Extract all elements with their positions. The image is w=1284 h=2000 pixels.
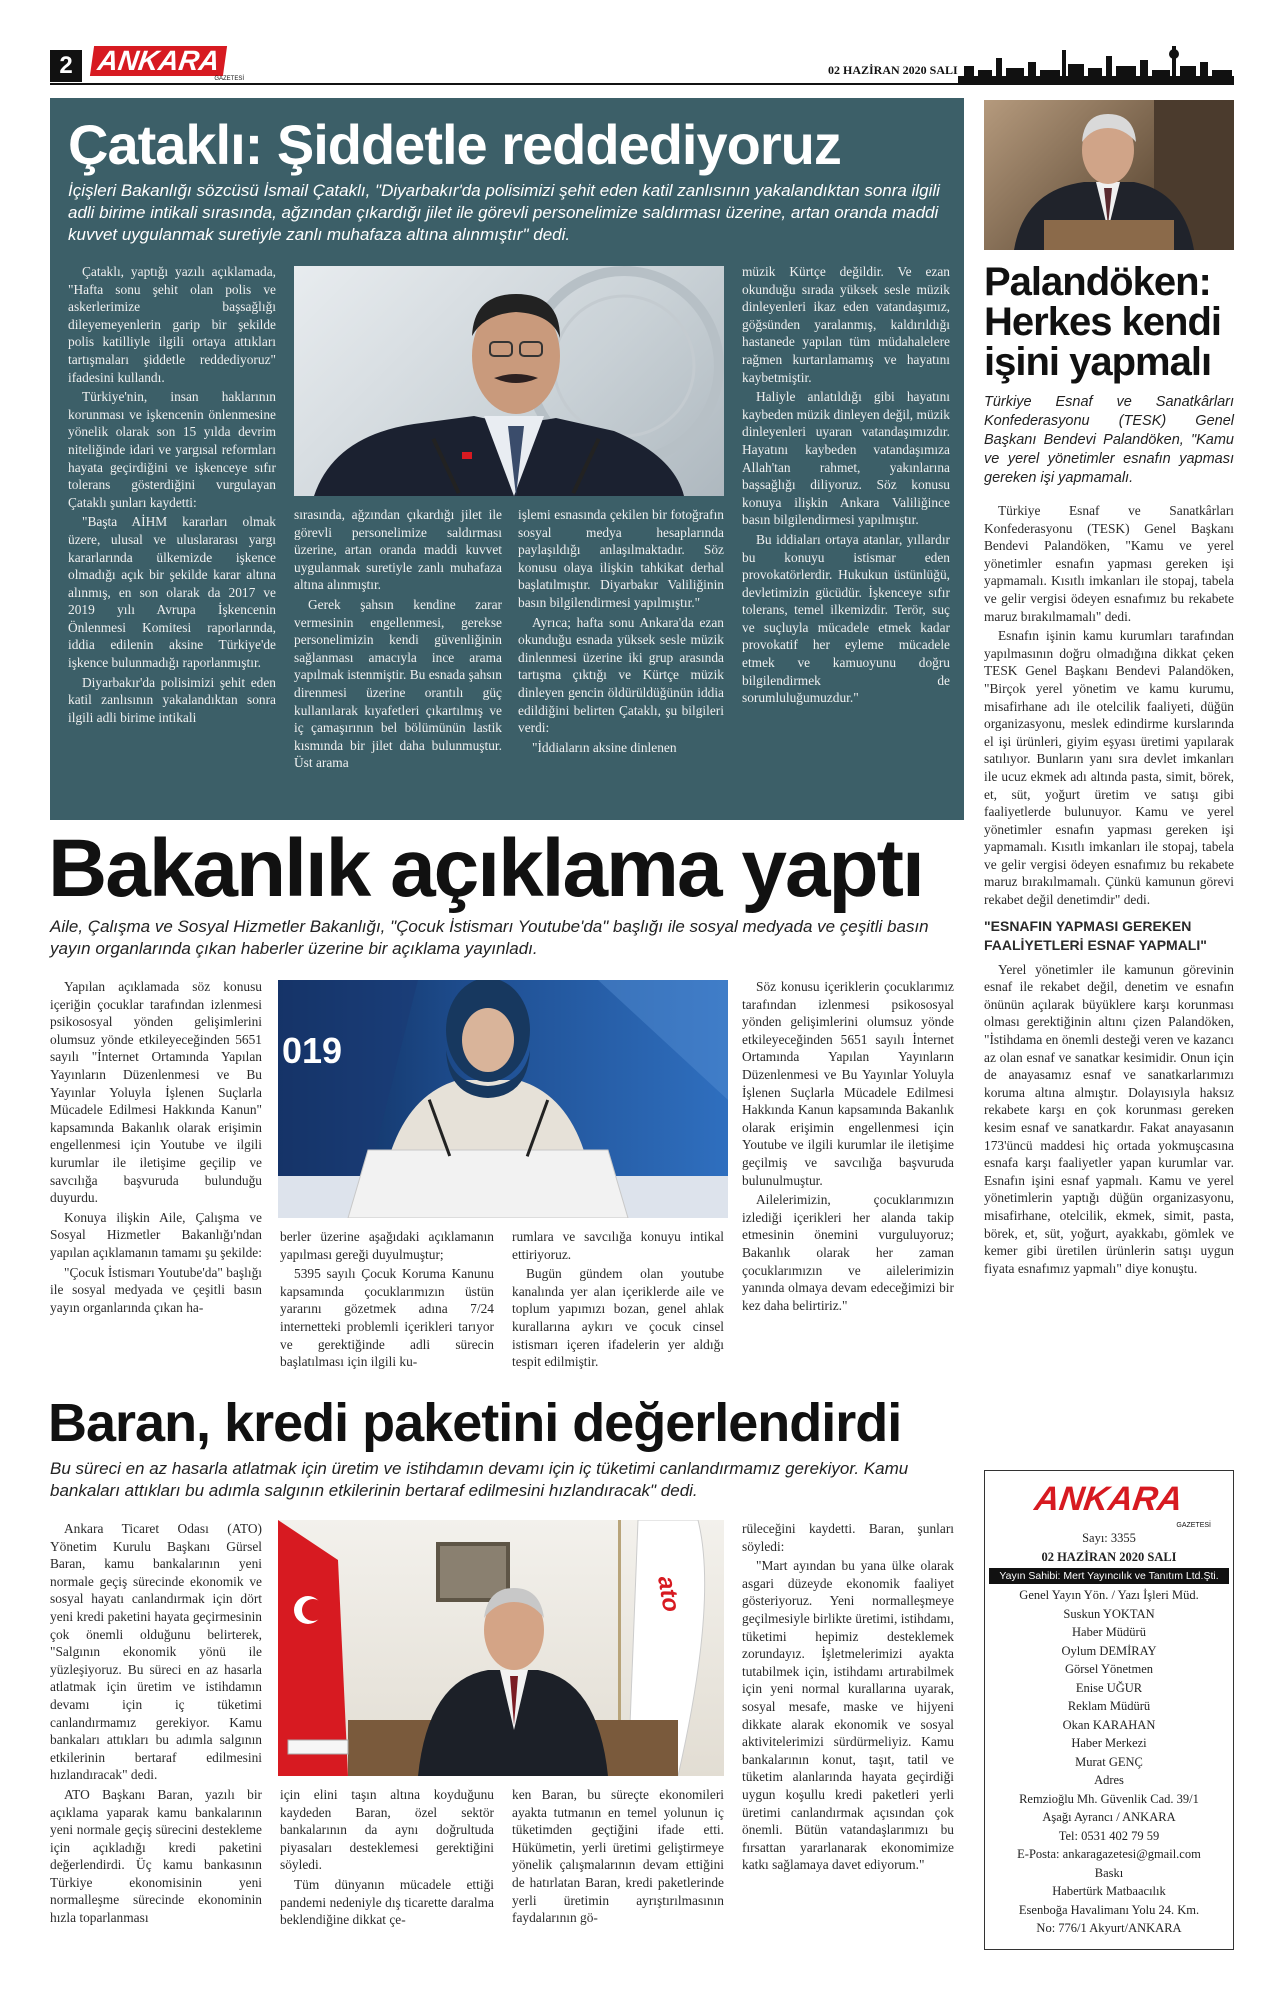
side-body: [984, 502, 1234, 1464]
city-skyline-icon: [958, 46, 1234, 84]
story2-title: Bakanlık açıklama yaptı: [48, 823, 923, 914]
paragraph: Bu iddiaları ortaya atanlar, yıllardır bu konuyu istismar eden provokatörlerdir. Hukukun üstünlüğü, devletimizin gücüdür. İşkenceye sıfır tolerans, temel ilkemizdir. Terör, suç ve suçluyla mücadele etmek kadar provokatif her eyleme mücadele etmek ve kamuoyunu doğru bilgilendirmek de sorumluluğumuzdur.": [742, 531, 950, 706]
story1-deck: İçişleri Bakanlığı sözcüsü İsmail Çataklı, "Diyarbakır'da polisimizi şehit eden katil zanlısının yakalandıktan sonra ilgili adli birime intikali sırasında, ağzından çıkardığı jilet ile görevli personelimize saldırması üzerine, artan oranda maddi kuvvet uygulanmak suretiyle zanlı muhafaza altına alınmıştır" dedi.: [68, 181, 940, 244]
chairman-office-icon: [278, 1520, 724, 1776]
imprint-line: Haber Müdürü: [1072, 1625, 1146, 1639]
story2-col1: [50, 978, 262, 1390]
paragraph: Bugün gündem olan youtube kanalında yer alan içeriklerde aile ve toplum yapımızı bozan, genel ahlak kurallarına aykırı ve çocuk cinsel istismarı içeren ifadelerin yer aldığı tespit edilmiştir.: [512, 1266, 724, 1370]
paragraph: sırasında, ağzından çıkardığı jilet ile görevli personelimize saldırması üzerine, artan oranda maddi kuvvet uygulanmak suretiyle zanlı muhafaza altına alınmıştır.: [294, 507, 502, 593]
paragraph: rüleceğini kaydetti. Baran, şunları söyledi:: [742, 1521, 954, 1554]
paragraph: ken Baran, bu süreçte ekonomileri ayakta tutmanın en temel yolunun iç tüketimden geçtiğini ifade etti. Hükümetin, yerli üretimi geliştirmeye yönelik çalışmalarının devam ettiğini de hatırlatan Baran, kredi paketlerinde yerli üretimin ayrıştırılmasının faydalarının gö-: [512, 1787, 724, 1926]
paragraph: Söz konusu içeriklerin çocuklarımız tarafından izlenmesi psikososyal yönden gelişimlerini olumsuz yönde etkileyeceğinden 5651 sayılı İnternet Ortamında Yapılan Yayınların Düzenlenmesi ve Bu Yayınlar Yoluyla İşlenen Suçlarla Mücadele Edilmesi Hakkında Kanun kapsamında Bakanlık olarak erişimin engellenmesi için Youtube ve ilgili kurumlar ile iletişime geçilmiş ve savcılığa başvuruda bulunulmuştur.: [742, 979, 954, 1188]
story3-col3: [512, 1786, 724, 1960]
imprint-line: Habertürk Matbaacılık: [1052, 1884, 1166, 1898]
imprint-line: Tel: 0531 402 79 59: [1058, 1828, 1160, 1843]
page-number: 2: [50, 50, 82, 82]
story1-col2: [294, 506, 502, 812]
imprint-line: Haber Merkezi: [1071, 1736, 1147, 1750]
imprint-line: Reklam Müdürü: [1067, 1699, 1151, 1713]
side-photo: [984, 100, 1234, 250]
story1-col3: [518, 506, 724, 812]
story3-col4: [742, 1520, 954, 1960]
imprint-line: Genel Yayın Yön. / Yazı İşleri Müd.: [1019, 1588, 1199, 1602]
story1-photo: [294, 266, 724, 496]
paragraph: 5395 sayılı Çocuk Koruma Kanunu kapsamında çocuklarımızın üstün yararını gözetmek adına 7/24 internetteki problemli içerikleri tarıyor ve gerektiğinde adli sürecin başlatılması için ilgili ku-: [280, 1266, 494, 1370]
story3-photo: [278, 1520, 724, 1776]
imprint-date: 02 HAZİRAN 2020 SALI: [1041, 1549, 1177, 1564]
paragraph: Çataklı, yaptığı yazılı açıklamada, "Hafta sonu şehit olan polis ve askerlerimize başsağlığı dileyemeyenlerin garip bir şekilde polis katilliyle ilgili ortaya attıkları tartışmaları şiddetle reddediyoruz" ifadesini kullandı.: [68, 264, 276, 385]
paragraph: rumlara ve savcılığa konuyu intikal ettiriyoruz.: [512, 1229, 724, 1262]
paragraph: için elini taşın altına koyduğunu kaydeden Baran, özel sektör bankalarının da aynı doğrultuda piyasaları desteklemesi gerektiğini söyledi.: [280, 1787, 494, 1873]
imprint-line: Baskı: [1094, 1865, 1124, 1880]
story1-col1: [68, 263, 276, 813]
story1-title: Çataklı: Şiddetle reddediyoruz: [68, 113, 841, 176]
paragraph: Yapılan açıklamada söz konusu içeriğin çocuklar tarafından izlenmesi psikososyal yönden gelişimlerini olumsuz yönde etkileyeceğinden 5651 sayılı "İnternet Ortamında Yapılan Yayınların Düzenlenmesi ve Bu Yayınlar Yoluyla İşlenen Suçlarla Mücadele Edilmesi Hakkında Kanun" kapsamında Bakanlık olarak erişimin engellenmesi için Youtube ve ilgili kurumlar ile iletişime geçilip ve savcılığa başvuruda bulunduğu duyurdu.: [50, 979, 262, 1206]
paragraph: berler üzerine aşağıdaki açıklamanın yapılması gereği duyulmuştur;: [280, 1229, 494, 1262]
paragraph: "Başta AİHM kararları olmak üzere, ulusal ve uluslararası yargı kararlarında ülkemizde işkence olmadığı açık bir şekilde karar altına alınmış, en son olarak da 2017 ve 2019 yılı Avrupa İşkencenin Önlenmesi Komitesi raporlarında, iddia edilenin aksine Türkiye'de işkence bulunmadığı raporlanmıştır.: [68, 514, 276, 671]
story2-col3: [512, 1228, 724, 1390]
imprint-owner: Yayın Sahibi: Mert Yayıncılık ve Tanıtım Ltd.Şti.: [989, 1568, 1229, 1584]
paragraph: Ayrıca; hafta sonu Ankara'da ezan okunduğu esnada yüksek sesle müzik dinlenmesi üzerine iki grup arasında tartışma çıktığı ve Kürtçe müzik dinleyen gencin öldürüldüğünün iddia edildiğini belirten Çataklı, şu bilgileri verdi:: [518, 614, 724, 736]
paragraph: Haliyle anlatıldığı gibi hayatını kaybeden müzik dinleyen değil, müzik dinleyenleri uyaran vatandaşımızdır. Hayatını kaybeden vatandaşımıza Allah'tan rahmet, yakınlarına başsağlığı diliyoruz. Söz konusu konuya ilişkin Ankara Valiliğince basın bilgilendirmesi yapılmıştır.: [742, 389, 950, 528]
paragraph: Yerel yönetimler ile kamunun görevinin esnaf ile rekabet değil, denetim ve esnafın önünün açılarak büyüklere karşı korunması olması gerektiğinin altını çizen Palandöken, "İstihdama en önemli desteği veren ve kazancı az olan esnaf ve sanatkar kesimidir. Onun için de anayasamız esnaf ve sanatkarlarımızı koruma altına almıştır. Dolayısıyla haksız rekabete karşı en çok korunması gereken kesim esnaf ve sanatkardır. Fakat anayasanın 173'üncü maddesi hiç ortada yokmuşcasına esnafa karşı faaliyetler yapan kurumlar var. Esnafın işini esnaf yapmalı. Kamu ve yerel yönetimlerin yaptığı düğün organizasyonu, misafirhane, otelcilik, ekmek, simit, pasta, börek, et, süt, yoğurt, ayakkabı, gömlek ve kemer gibi üretilen ürünlerin satışı uygun fiyata esnafımız yapmalı" diye konuştu.: [984, 961, 1234, 1276]
paragraph: Esnafın işinin kamu kurumları tarafından yapılmasının doğru olmadığına dikkat çeken TESK Genel Başkanı Bendevi Palandöken, "Birçok yerel yönetim ve kamu kurumu, misafirhane adı ile otelcilik faaliyeti, düğün organizasyonu, meslek edindirme kurslarında el işi ürünleri, giyim eşyası üretimi yapılarak satılıyor. Bunların yanı sıra devlet imkanları ile ucuz ekmek adı altında pasta, simit, börek, et, süt, yoğurt üretim ve satışı gibi faaliyetlerde bulunuyor. Kamu ve yerel yönetimler esnafın yapması gereken işi yapmamalı. Kısıtlı imkanları ile stopaj, tabela ve gelir vergisi ödeyen esnafımız bu rekabete maruz bırakılmamalı. Çünkü kamunun görevi rekabet değil denetimdir" dedi.: [984, 628, 1234, 908]
story2-deck: Aile, Çalışma ve Sosyal Hizmetler Bakanlığı, "Çocuk İstismarı Youtube'da" başlığı ile sosyal medyada ve çeşitli basın yayın organlarında çıkan haberler üzerine bir açıklama yayınladı.: [50, 917, 929, 958]
paragraph: Ankara Ticaret Odası (ATO) Yönetim Kurulu Başkanı Gürsel Baran, kamu bankalarının yeni normale geçiş sürecinde ekonomik ve sosyal hayatı canlandırmak için dört yeni kredi paketini hayata geçirmesinin çok önemli olduğunu belirterek, "Salgının ekonomik yönü ile yüzleşiyoruz. Bu süreci en az hasarla atlatmak için üretim ve istihdamın devamı için iç tüketimi canlandırmamız gerekiyor. Kamu bankaları attıkları bu adımla salgının etkilerinin bertaraf edilmesini hızlandıracak" dedi.: [50, 1521, 262, 1783]
story3-title: Baran, kredi paketini değerlendirdi: [48, 1393, 902, 1453]
paragraph: Konuya ilişkin Aile, Çalışma ve Sosyal Hizmetler Bakanlığı'ndan yapılan açıklamanın tamamı şu şekilde:: [50, 1209, 262, 1260]
paragraph: "Mart ayından bu yana ülke olarak asgari düzeyde ekonomik faaliyet gösteriyoruz. Yeni normalleşmeye geçilmesiyle birlikte üretimi, istihdamı, tüketimi hepimiz desteklemek zorundayız. İşletmelerimizi ayakta tutabilmek için, istihdamı artırabilmek için yeni normal kurallarına uyarak, sosyal mesafe, maske ve hijyeni dikkate alarak ekonomik ve sosyal aktivitelerimizi sürdürmeliyiz. Kamu bankalarının konut, taşıt, tatil ve tüketim alanlarında hayata geçirdiği uygun koşullu kredi paketleri yerli üretimi canlandırmak açısından çok önemli. Bütün vatandaşlarımızı bu fırsattan yararlanarak ekonomimize katkı sağlamaya davet ediyorum.": [742, 1558, 954, 1873]
side-subhead: "ESNAFIN YAPMASI GEREKEN FAALİYETLERİ ESNAF YAPMALI": [984, 917, 1207, 953]
imprint-line: No: 776/1 Akyurt/ANKARA: [1036, 1921, 1182, 1935]
story2-photo: [278, 980, 728, 1218]
paragraph: Gerek şahsın kendine zarar vermesinin engellenmesi, gerekse personelimizin kendi güvenliğinin sağlanması amacıyla ince arama yapılmak istenmiştir. Bu esnada şahsın direnmesi üzerine orantılı güç kullanılarak kıyafetleri çıkartılmış ve iç çamaşırının bel bölümünün lastik kısmında bir jilet daha bulunmuştur. Üst arama: [294, 596, 502, 771]
story1-col4: [742, 263, 950, 813]
paragraph: Türkiye Esnaf ve Sanatkârları Konfederasyonu (TESK) Genel Başkanı Bendevi Palandöken, "Kamu ve yerel yönetimler esnafın yapması gereken işi yapmamalı. Kısıtlı imkanları ile stopaj, tabela ve gelir vergisi ödeyen esnafımız bu rekabete maruz bırakılmamalı" dedi.: [984, 503, 1234, 624]
imprint-line: Suskun YOKTAN: [1063, 1606, 1155, 1621]
tesk-president-icon: [984, 100, 1234, 250]
side-title: Palandöken: Herkes kendi işini yapmalı: [984, 260, 1222, 384]
side-deck: Türkiye Esnaf ve Sanatkârları Konfederasyonu (TESK) Genel Başkanı Bendevi Palandöken, "Kamu ve yerel yönetimler esnafın yapması gereken işi yapmamalı.: [984, 394, 1234, 486]
header-logo: ANKARA GAZETESİ: [92, 46, 252, 82]
paragraph: Türkiye'nin, insan haklarının korunması ve işkencenin önlenmesine yönelik olarak son 15 yılda devrim niteliğinde idari ve yargısal reformları hayata geçirdiğini ve işkenceye sıfır tolerans gösterdiğini vurgulayan Çataklı şunları kaydetti:: [68, 389, 276, 510]
ato-logo-text: ato: [652, 1573, 685, 1614]
imprint-line: Adres: [1094, 1773, 1124, 1787]
imprint-email[interactable]: E-Posta: ankaragazetesi@gmail.com: [1017, 1847, 1201, 1861]
header-date: 02 HAZİRAN 2020 SALI: [828, 63, 958, 77]
paragraph: Diyarbakır'da polisimizi şehit eden katil zanlısının yakalandıktan sonra ilgili adli birime intikali: [68, 674, 276, 725]
imprint-line: Esenboğa Havalimanı Yolu 24. Km.: [1018, 1902, 1200, 1917]
imprint-logo: ANKARA GAZETESİ: [1032, 1480, 1211, 1529]
imprint-line: Görsel Yönetmen: [1064, 1662, 1154, 1676]
paragraph: "İddiaların aksine dinlenen: [532, 739, 677, 755]
story2-col2: [280, 1228, 494, 1390]
paragraph: Ailelerimizin, çocuklarımızın izlediği içerikleri her alanda takip etmesinin önemini vurguluyoruz; Bakanlık olarak her zaman çocuklarımızın ve ailelerimizin yanında olmaya devam edeceğimizi bir kez daha belirtiriz.": [742, 1192, 954, 1313]
photo-backdrop-text: 019: [282, 1030, 343, 1071]
header-rule: [50, 83, 1234, 85]
official-portrait-icon: [294, 266, 724, 496]
imprint-issue: Sayı: 3355: [1082, 1531, 1136, 1545]
imprint-line: Murat GENÇ: [1075, 1754, 1143, 1769]
imprint-line: Enise UĞUR: [1075, 1680, 1143, 1695]
imprint-box: [984, 1470, 1234, 1950]
story3-deck: Bu süreci en az hasarla atlatmak için üretim ve istihdamın devamı için iç tüketimi canlandırmamız gerekiyor. Kamu bankaları attıkları bu adımla salgının etkilerinin bertaraf edilmesini hızlandıracak" dedi.: [50, 1459, 909, 1500]
paragraph: ATO Başkanı Baran, yazılı bir açıklama yaparak kamu bankalarının yeni normale geçiş sürecini destekleme için açıkladığı kredi paketini değerlendirdi. Üç kamu bankasının Türkiye ekonomisinin yeni normalleşme sürecinde ekonominin hızla toparlanması: [50, 1786, 262, 1926]
imprint-line: Okan KARAHAN: [1062, 1717, 1156, 1732]
minister-podium-icon: [278, 980, 728, 1218]
story3-col2: [280, 1786, 494, 1960]
paragraph: Tüm dünyanın mücadele ettiği pandemi nedeniyle dış ticarette daralma beklendiğine dikkat çe-: [280, 1876, 494, 1928]
imprint-line: Oylum DEMİRAY: [1061, 1643, 1157, 1658]
imprint-line: Remzioğlu Mh. Güvenlik Cad. 39/1: [1019, 1791, 1199, 1806]
imprint-line: Aşağı Ayrancı / ANKARA: [1042, 1810, 1176, 1824]
story3-col1: [50, 1520, 262, 1960]
story2-col4: [742, 978, 954, 1390]
paragraph: müzik Kürtçe değildir. Ve ezan okunduğu sırada yüksek sesle müzik dinleyenleri ikaz eden vatandaşımız, göğsünden yaralanmış, kaldırıldığı hastanede yapılan tüm müdahalelere rağmen kurtarılamamış ve hayatını kaybetmiştir.: [742, 264, 950, 385]
paragraph: "Çocuk İstismarı Youtube'da" başlığı ile sosyal medyada ve çeşitli basın yayın organlarında çıkan ha-: [50, 1264, 262, 1315]
paragraph: işlemi esnasında çekilen bir fotoğrafın sosyal medya hesaplarında paylaşıldığı anlaşılmaktadır. Söz konusu olaya ilişkin tahkikat derhal başlatılmıştır. Diyarbakır Valiliğinin basın bilgilendirmesi yapılmıştır.": [518, 507, 724, 610]
